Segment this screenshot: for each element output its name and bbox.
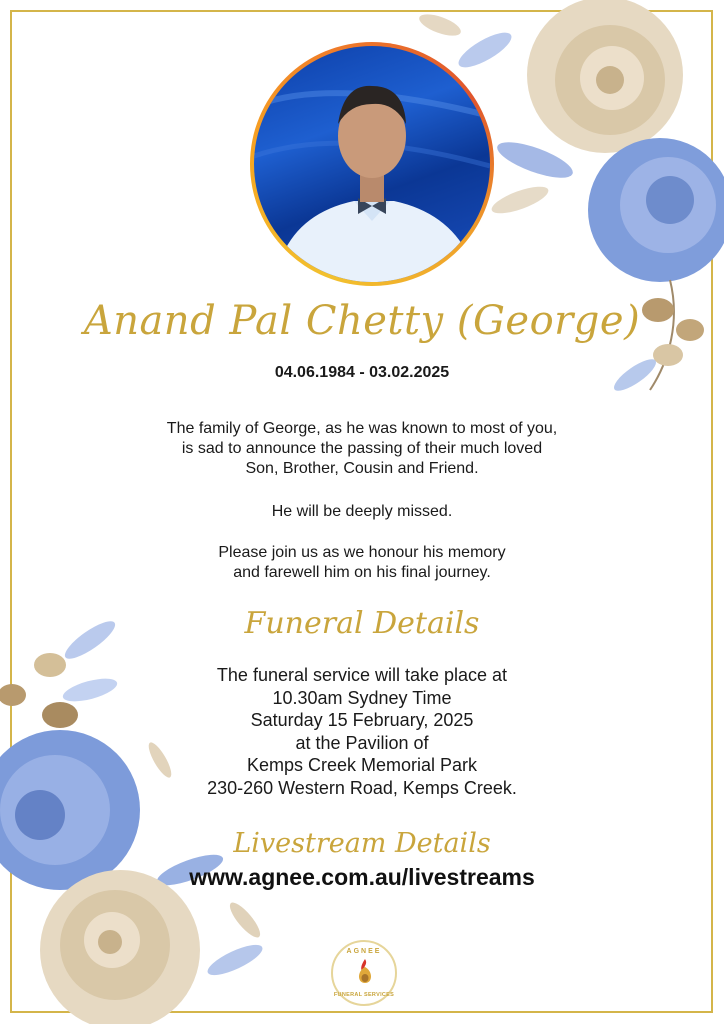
funeral-line: at the Pavilion of bbox=[295, 732, 429, 753]
funeral-line: 230-260 Western Road, Kemps Creek. bbox=[207, 777, 517, 798]
intro-line: The family of George, as he was known to most of you, bbox=[166, 420, 558, 437]
life-dates: 04.06.1984 - 03.02.2025 bbox=[274, 364, 450, 381]
invite-line: Please join us as we honour his memory bbox=[218, 544, 506, 561]
flame-icon bbox=[355, 957, 375, 985]
funeral-line: 10.30am Sydney Time bbox=[272, 687, 452, 708]
missed-line: He will be deeply missed. bbox=[271, 503, 453, 520]
portrait-illustration bbox=[254, 46, 490, 282]
livestream-details-heading: Livestream Details bbox=[233, 828, 491, 859]
intro-line: Son, Brother, Cousin and Friend. bbox=[245, 460, 479, 477]
deceased-name: Anand Pal Chetty (George) bbox=[83, 298, 641, 344]
portrait-frame-ring bbox=[250, 42, 494, 286]
funeral-line: Kemps Creek Memorial Park bbox=[246, 755, 478, 775]
livestream-url-link[interactable]: www.agnee.com.au/livestreams bbox=[189, 864, 535, 890]
funeral-details-heading: Funeral Details bbox=[244, 606, 480, 641]
funeral-details bbox=[0, 664, 724, 799]
logo-bottom-text: FUNERAL SERVICES bbox=[333, 992, 395, 998]
intro-line: is sad to announce the passing of their much loved bbox=[181, 440, 543, 457]
invite-paragraph bbox=[0, 543, 724, 583]
portrait-photo bbox=[254, 46, 490, 282]
logo-top-text: AGNEE bbox=[346, 948, 382, 955]
funeral-line: The funeral service will take place at bbox=[216, 665, 508, 685]
funeral-line: Saturday 15 February, 2025 bbox=[250, 710, 474, 730]
invite-line: and farewell him on his final journey. bbox=[233, 564, 491, 581]
agnee-logo bbox=[331, 940, 397, 1006]
intro-paragraph bbox=[0, 419, 724, 479]
